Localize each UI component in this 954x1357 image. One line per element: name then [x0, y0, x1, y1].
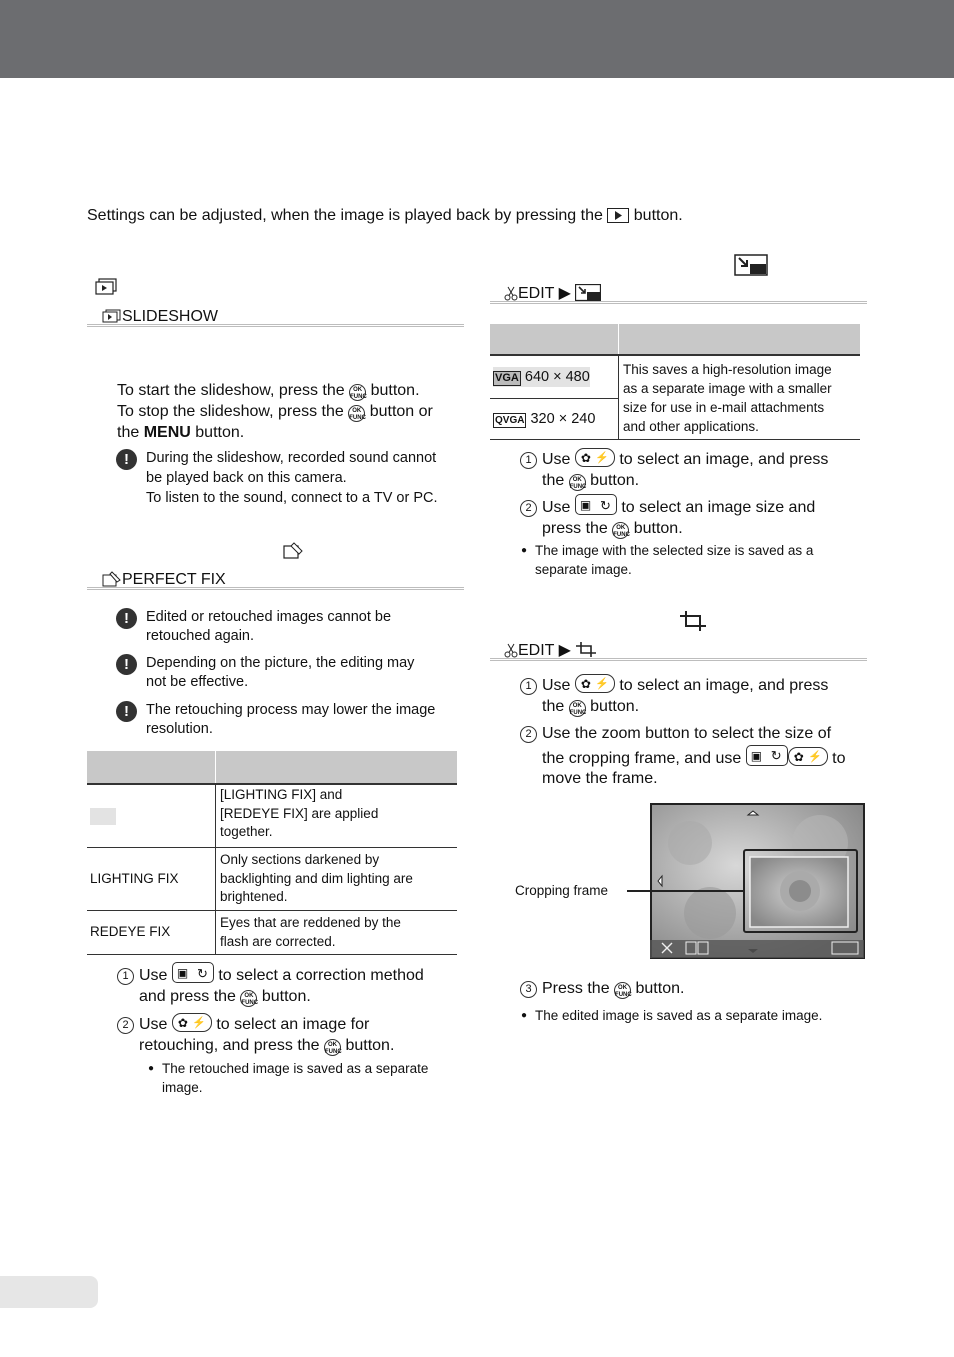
note-line: Depending on the picture, the editing may	[146, 655, 415, 671]
step-2-cont	[520, 745, 870, 770]
arrow-right-icon: ▶	[558, 285, 571, 302]
step-1-cont	[117, 986, 467, 1007]
text: and press the	[139, 988, 236, 1005]
step-number: 2	[520, 726, 537, 743]
text: to select an image, and press	[619, 677, 829, 694]
table-header-row	[490, 324, 860, 355]
size-vga-cell	[490, 355, 619, 399]
note-line: Edited or retouched images cannot be	[146, 609, 392, 625]
caution-icon: !	[116, 608, 137, 629]
desc-line: together.	[220, 824, 273, 839]
perfect-fix-table	[87, 751, 457, 955]
slideshow-line-2	[117, 401, 467, 422]
up-down-arrow-buttons-icon	[172, 962, 214, 983]
func: FUNC	[350, 394, 367, 400]
step-1-cont	[520, 697, 870, 718]
slideshow-heading-icon	[94, 278, 118, 301]
perfect-fix-note-3	[146, 701, 466, 739]
desc-line: Eyes that are reddened by the	[220, 915, 401, 930]
result-line: ● The edited image is saved as a separate image.	[535, 1006, 855, 1025]
highlight-swatch	[90, 808, 116, 825]
text: button.	[370, 382, 420, 399]
caution-icon: !	[116, 701, 137, 722]
perfect-fix-label: PERFECT FIX	[122, 571, 226, 588]
resize-steps	[520, 448, 870, 539]
step-1	[520, 448, 870, 470]
ok: OK	[352, 408, 362, 414]
func: FUNC	[615, 992, 632, 998]
func: FUNC	[613, 532, 630, 538]
size-value: 320 × 240	[530, 410, 596, 427]
text: button or	[369, 403, 433, 420]
left-right-arrow-buttons-icon	[575, 674, 615, 693]
table-desc-cell	[216, 848, 458, 911]
slideshow-label: SLIDESHOW	[122, 308, 219, 325]
text: to select a correction method	[218, 967, 424, 984]
menu-button-label: MENU	[143, 424, 191, 441]
func: FUNC	[569, 709, 587, 716]
step-2-cont-2	[520, 769, 870, 790]
play-button-icon	[607, 208, 629, 229]
left-right-arrow-buttons-icon	[575, 448, 615, 467]
step-2	[117, 1013, 467, 1035]
text: the	[117, 424, 140, 441]
desc-line: size for use in e-mail attachments	[623, 399, 825, 415]
table-label-cell: REDEYE FIX	[87, 911, 216, 955]
desc-line: backlighting and dim lighting are	[220, 870, 413, 886]
step-1	[117, 962, 467, 986]
edit-label: EDIT	[518, 642, 555, 659]
result-line: image.	[162, 1080, 203, 1095]
up-down-arrow-buttons-icon	[575, 494, 617, 515]
desc-line: Only sections darkened by	[220, 852, 380, 868]
text: Use	[542, 677, 571, 694]
table-header-cell	[490, 324, 619, 355]
text: Press the	[542, 980, 610, 997]
text: the	[542, 472, 565, 489]
desc-line: brightened.	[220, 889, 288, 905]
desc-line: [REDEYE FIX] are applied	[220, 805, 379, 821]
text: button.	[261, 988, 311, 1005]
text: Use	[542, 499, 571, 516]
text: button.	[590, 697, 640, 715]
ok-func-button-icon	[614, 982, 631, 999]
text: the	[542, 697, 565, 715]
text: to select an image size and	[621, 499, 816, 516]
cropping-frame-label: Cropping frame	[515, 883, 609, 898]
resize-result	[535, 541, 855, 579]
text: press the	[542, 520, 608, 537]
step-number: 1	[117, 968, 134, 985]
note-line: not be effective.	[146, 674, 249, 690]
result-line: ● The retouched image is saved as a separate	[162, 1059, 462, 1078]
edit-label: EDIT	[518, 285, 555, 302]
cropping-steps	[520, 674, 870, 790]
perfect-fix-steps	[117, 962, 467, 1056]
table-row	[490, 355, 860, 399]
note-line: The retouching process may lower the image	[146, 702, 436, 718]
slideshow-line-1	[117, 380, 467, 401]
func: FUNC	[349, 415, 366, 421]
text: the cropping frame, and use	[542, 749, 742, 767]
table-desc-cell	[216, 784, 458, 848]
note-line: During the slideshow, recorded sound cannot	[146, 450, 437, 466]
text: button.	[633, 520, 683, 537]
table-row	[87, 911, 457, 955]
ok: OK	[572, 702, 582, 709]
table-header-row	[87, 751, 457, 784]
size-value: 640 × 480	[524, 369, 590, 385]
intro-end: button.	[633, 207, 683, 224]
step-number: 1	[520, 452, 537, 469]
cropping-frame-leader-line	[627, 890, 744, 892]
ok: OK	[618, 985, 628, 991]
note-line: be played back on this camera.	[146, 470, 347, 486]
arrow-right-icon: ▶	[558, 642, 571, 659]
desc-line: flash are corrected.	[220, 933, 336, 949]
note-line: retouched again.	[146, 628, 255, 644]
desc-line: and other applications.	[623, 418, 759, 434]
step-2	[520, 724, 870, 745]
text: Use	[542, 451, 571, 468]
perfect-fix-heading-icon	[282, 542, 304, 565]
text: button.	[635, 980, 685, 997]
step-number: 2	[520, 500, 537, 517]
table-label-cell: LIGHTING FIX	[87, 848, 216, 911]
text: move the frame.	[542, 770, 658, 787]
ok-func-button-icon	[569, 700, 586, 717]
text: button.	[345, 1037, 395, 1054]
text: button.	[195, 424, 245, 441]
intro-sentence: Settings can be adjusted, when the image is played back by pressing the	[87, 207, 603, 224]
menu-rule	[490, 656, 867, 661]
ok: OK	[353, 387, 363, 393]
text: to select an image for	[216, 1016, 370, 1033]
table-label-cell	[87, 784, 216, 848]
slideshow-note	[146, 448, 466, 508]
note-line: resolution.	[146, 721, 213, 737]
slideshow-line-3	[117, 422, 467, 443]
perfect-fix-note-2	[146, 654, 466, 692]
menu-rule	[87, 322, 464, 327]
text: Use	[139, 967, 168, 984]
table-row	[87, 784, 457, 848]
step-2-cont	[117, 1035, 467, 1056]
func: FUNC	[241, 1000, 259, 1006]
func: FUNC	[569, 484, 587, 490]
ok: OK	[616, 525, 626, 531]
size-qvga-cell	[490, 399, 619, 440]
step-3	[520, 979, 684, 999]
page-number-tab	[0, 1276, 98, 1308]
step-2	[520, 494, 870, 518]
slideshow-instructions	[117, 380, 467, 443]
text: to select an image, and press	[619, 451, 829, 468]
table-header-cell	[87, 751, 216, 784]
text: retouching, and press the	[139, 1037, 320, 1054]
menu-rule	[87, 585, 464, 590]
text: Use the zoom button to select the size of	[542, 725, 832, 742]
text: To start the slideshow, press the	[117, 382, 345, 399]
resize-table	[490, 324, 860, 440]
resize-heading-icon	[734, 254, 768, 281]
desc-line: [LIGHTING FIX] and	[220, 787, 343, 802]
caution-icon: !	[116, 449, 137, 470]
menu-rule	[490, 299, 867, 304]
note-line: To listen to the sound, connect to a TV or PC.	[146, 490, 438, 506]
caution-icon: !	[116, 654, 137, 675]
step-number: 1	[520, 678, 537, 695]
camera-screen-illustration	[650, 803, 865, 964]
qvga-icon: QVGA	[495, 414, 525, 426]
resize-desc-cell	[619, 355, 861, 440]
ok-func-button-icon	[240, 990, 257, 1007]
func: FUNC	[325, 1049, 342, 1055]
result-line: separate image.	[535, 562, 632, 577]
ok-func-button-icon	[324, 1039, 341, 1056]
up-down-arrow-buttons-icon	[746, 745, 788, 766]
size-vga	[493, 367, 590, 387]
step-1-cont	[520, 470, 870, 491]
text: button.	[590, 472, 640, 489]
vga-icon: VGA	[495, 372, 519, 384]
perfect-fix-result	[162, 1059, 462, 1097]
ok-func-button-icon	[569, 474, 586, 491]
table-row	[87, 848, 457, 911]
ok-func-button-icon	[349, 384, 366, 401]
ok-func-button-icon	[612, 522, 629, 539]
desc-line: as a separate image with a smaller	[623, 380, 832, 396]
step-number: 3	[520, 981, 537, 998]
table-desc-cell	[216, 911, 458, 955]
ok: OK	[328, 1042, 338, 1048]
cropping-result	[535, 1006, 855, 1025]
step-1	[520, 674, 870, 697]
result-line: ● The image with the selected size is saved as a	[535, 541, 855, 560]
ok-func-button-icon	[348, 405, 365, 422]
table-header-cell	[619, 324, 861, 355]
text: to	[832, 749, 846, 767]
text: To stop the slideshow, press the	[117, 403, 344, 420]
ok: OK	[244, 993, 254, 999]
top-banner	[0, 0, 954, 78]
cropping-heading-icon	[679, 610, 707, 637]
step-2-cont	[520, 518, 870, 539]
table-header-cell	[216, 751, 458, 784]
ok: OK	[572, 477, 582, 483]
left-right-arrow-buttons-icon	[172, 1013, 212, 1032]
text: Use	[139, 1016, 168, 1033]
intro-text	[87, 206, 683, 229]
left-right-arrow-buttons-icon	[788, 747, 828, 766]
perfect-fix-note-1	[146, 608, 466, 646]
step-number: 2	[117, 1017, 134, 1034]
desc-line: This saves a high-resolution image	[623, 361, 832, 377]
